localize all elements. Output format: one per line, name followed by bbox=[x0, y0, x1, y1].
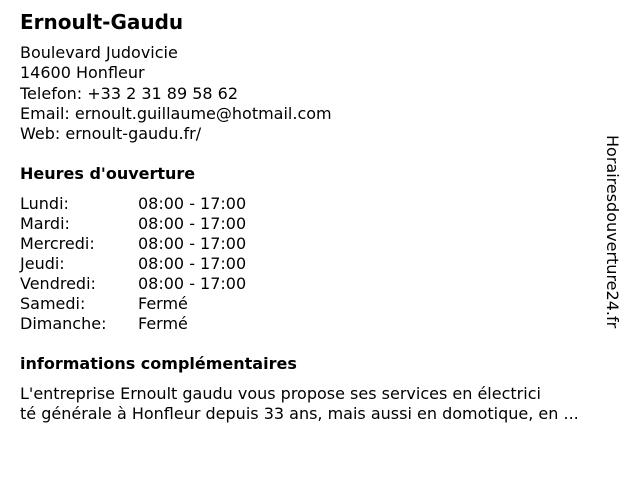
day-label: Mardi: bbox=[20, 214, 70, 233]
description-line-1: L'entreprise Ernoult gaudu vous propose ses services en électrici bbox=[20, 384, 541, 403]
day-label: Vendredi: bbox=[20, 274, 96, 293]
time-value: 08:00 - 17:00 bbox=[138, 214, 247, 233]
address-city: 14600 Honfleur bbox=[20, 63, 145, 82]
additional-info-heading: informations complémentaires bbox=[20, 354, 297, 373]
day-label: Lundi: bbox=[20, 194, 69, 213]
site-watermark: Horairesdouverture24.fr bbox=[603, 135, 622, 329]
day-label: Mercredi: bbox=[20, 234, 95, 253]
address-street: Boulevard Judovicie bbox=[20, 43, 178, 62]
email-line: Email: ernoult.guillaume@hotmail.com bbox=[20, 104, 332, 123]
time-value: 08:00 - 17:00 bbox=[138, 194, 247, 213]
day-label: Jeudi: bbox=[20, 254, 65, 273]
time-value: 08:00 - 17:00 bbox=[138, 254, 247, 273]
phone-line: Telefon: +33 2 31 89 58 62 bbox=[20, 84, 239, 103]
day-label: Samedi: bbox=[20, 294, 86, 313]
web-line: Web: ernoult-gaudu.fr/ bbox=[20, 124, 202, 143]
time-value: 08:00 - 17:00 bbox=[138, 234, 247, 253]
description-line-2: té générale à Honfleur depuis 33 ans, mais aussi en domotique, en ... bbox=[20, 404, 579, 423]
time-value: Fermé bbox=[138, 294, 188, 313]
time-value: 08:00 - 17:00 bbox=[138, 274, 247, 293]
opening-hours-heading: Heures d'ouverture bbox=[20, 164, 196, 183]
day-label: Dimanche: bbox=[20, 314, 107, 333]
business-name: Ernoult-Gaudu bbox=[20, 10, 184, 34]
time-value: Fermé bbox=[138, 314, 188, 333]
